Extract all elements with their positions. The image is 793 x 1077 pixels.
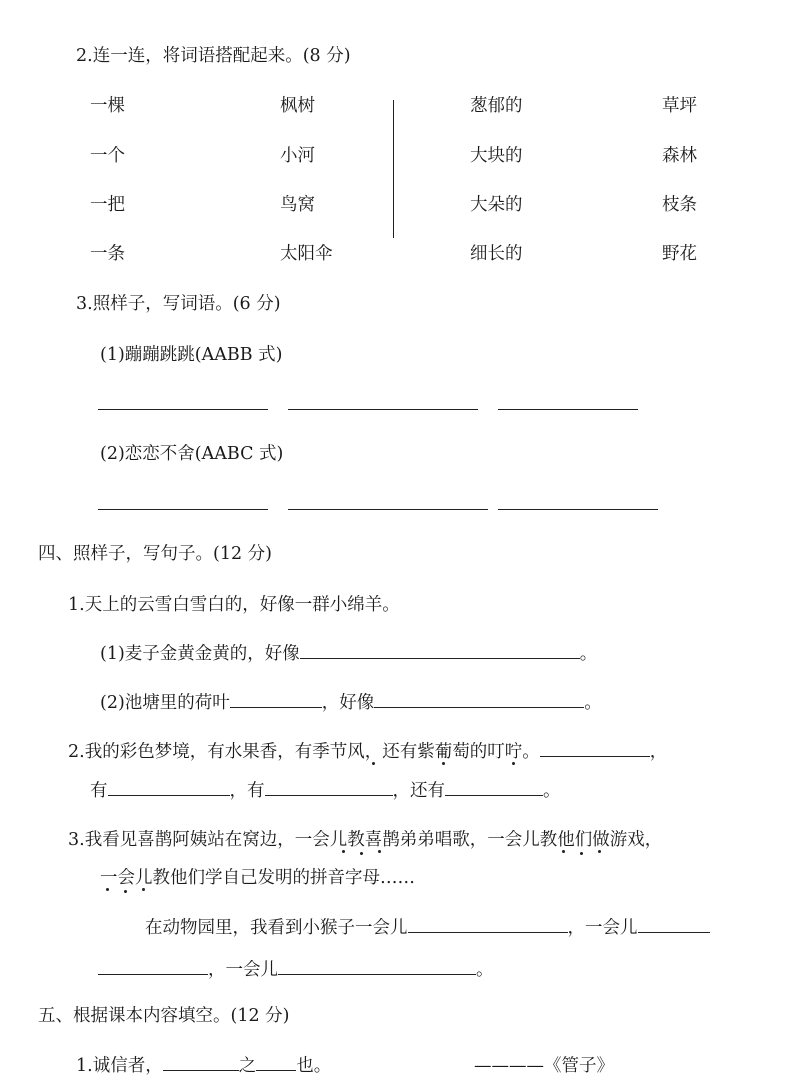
answer-blank[interactable] <box>98 973 208 975</box>
answer-line[interactable] <box>98 409 268 410</box>
s5-q1-source: ————《管子》 <box>474 1056 614 1076</box>
word-col1-4: 一条 <box>90 244 125 264</box>
answer-line[interactable] <box>98 509 268 510</box>
period: 。 <box>579 644 598 664</box>
emphasis-dot <box>106 888 109 891</box>
column-divider <box>393 100 394 238</box>
answer-blank[interactable] <box>445 794 543 796</box>
period: 。 <box>584 693 602 713</box>
example1-b-prefix: (2)池塘里的荷叶 <box>100 693 230 713</box>
word-col4-2: 森林 <box>662 146 697 166</box>
word-col4-3: 枝条 <box>662 195 697 215</box>
emphasis-dot <box>580 852 583 855</box>
emphasis-dot <box>342 850 345 853</box>
answer-blank[interactable] <box>638 931 710 933</box>
ye: 也。 <box>296 1056 332 1076</box>
answer-blank[interactable] <box>256 1069 296 1071</box>
task-prefix: 在动物园里，我看到小猴子一会儿 <box>145 918 408 938</box>
answer-line[interactable] <box>498 409 638 410</box>
period: 。 <box>543 781 561 801</box>
word-col3-1: 葱郁的 <box>470 96 523 116</box>
word-col1-3: 一把 <box>90 195 125 215</box>
answer-blank[interactable] <box>300 657 580 659</box>
comma: ， <box>649 742 668 762</box>
q3-title: 3.照样子，写词语。(6 分) <box>76 294 281 314</box>
example3-task-cont <box>98 956 494 981</box>
example1: 1.天上的云雪白雪白的，好像一群小绵羊。 <box>68 595 400 615</box>
emphasis-dot <box>124 890 127 893</box>
emphasis-dot <box>142 888 145 891</box>
example2 <box>68 738 667 763</box>
example2-cont <box>90 777 561 802</box>
example3-line1: 3.我看见喜鹊阿姨站在窝边，一会儿教喜鹊弟弟唱歌，一会儿教他们做游戏， <box>68 830 663 850</box>
q3-item2: (2)恋恋不舍(AABC 式) <box>100 444 284 464</box>
you: 有 <box>90 781 108 801</box>
answer-line[interactable] <box>288 409 478 410</box>
example2-sentence: 2.我的彩色梦境，有水果香，有季节风，还有紫葡萄的叮咛。 <box>68 742 540 762</box>
comma-haoxiang: ，好像 <box>321 693 375 713</box>
emphasis-dot <box>512 762 515 765</box>
emphasis-dot <box>598 850 601 853</box>
example3-task <box>145 914 710 939</box>
s5-q1 <box>76 1052 331 1077</box>
word-col2-4: 太阳伞 <box>280 244 333 264</box>
word-col2-2: 小河 <box>280 146 315 166</box>
word-col2-1: 枫树 <box>280 96 315 116</box>
emphasis-dot <box>442 762 445 765</box>
comma-yihuier: ，一会儿 <box>208 960 278 980</box>
word-col4-4: 野花 <box>662 244 697 264</box>
word-col1-2: 一个 <box>90 146 125 166</box>
answer-line[interactable] <box>498 509 658 510</box>
zhi: 之 <box>238 1056 257 1076</box>
example1-a <box>100 640 597 665</box>
example1-b <box>100 689 602 714</box>
q2-title: 2.连一连，将词语搭配起来。(8 分) <box>76 46 351 66</box>
answer-blank[interactable] <box>408 931 568 933</box>
example1-a-prefix: (1)麦子金黄金黄的，好像 <box>100 644 300 664</box>
word-col4-1: 草坪 <box>662 96 697 116</box>
answer-line[interactable] <box>288 509 488 510</box>
section5-title: 五、根据课本内容填空。(12 分) <box>38 1006 290 1026</box>
q3-item1: (1)蹦蹦跳跳(AABB 式) <box>100 345 283 365</box>
answer-blank[interactable] <box>230 706 322 708</box>
emphasis-dot <box>372 762 375 765</box>
answer-blank[interactable] <box>374 706 584 708</box>
answer-blank[interactable] <box>108 794 230 796</box>
answer-blank[interactable] <box>278 973 476 975</box>
answer-blank[interactable] <box>265 794 393 796</box>
emphasis-dot <box>360 852 363 855</box>
example3-line2: 一会儿教他们学自己发明的拼音字母…… <box>100 868 415 888</box>
emphasis-dot <box>562 850 565 853</box>
word-col3-2: 大块的 <box>470 146 523 166</box>
q1-prefix: 1.诚信者， <box>76 1056 163 1076</box>
period: 。 <box>476 960 494 980</box>
word-col3-4: 细长的 <box>470 244 523 264</box>
word-col1-1: 一棵 <box>90 96 125 116</box>
section4-title: 四、照样子，写句子。(12 分) <box>38 544 272 564</box>
comma-you: ，有 <box>229 781 265 801</box>
comma-haiyou: ，还有 <box>392 781 445 801</box>
answer-blank[interactable] <box>163 1069 239 1071</box>
answer-blank[interactable] <box>540 755 650 757</box>
word-col2-3: 鸟窝 <box>280 195 315 215</box>
emphasis-dot <box>378 850 381 853</box>
word-col3-3: 大朵的 <box>470 195 523 215</box>
comma-yihuier: ，一会儿 <box>567 918 638 938</box>
